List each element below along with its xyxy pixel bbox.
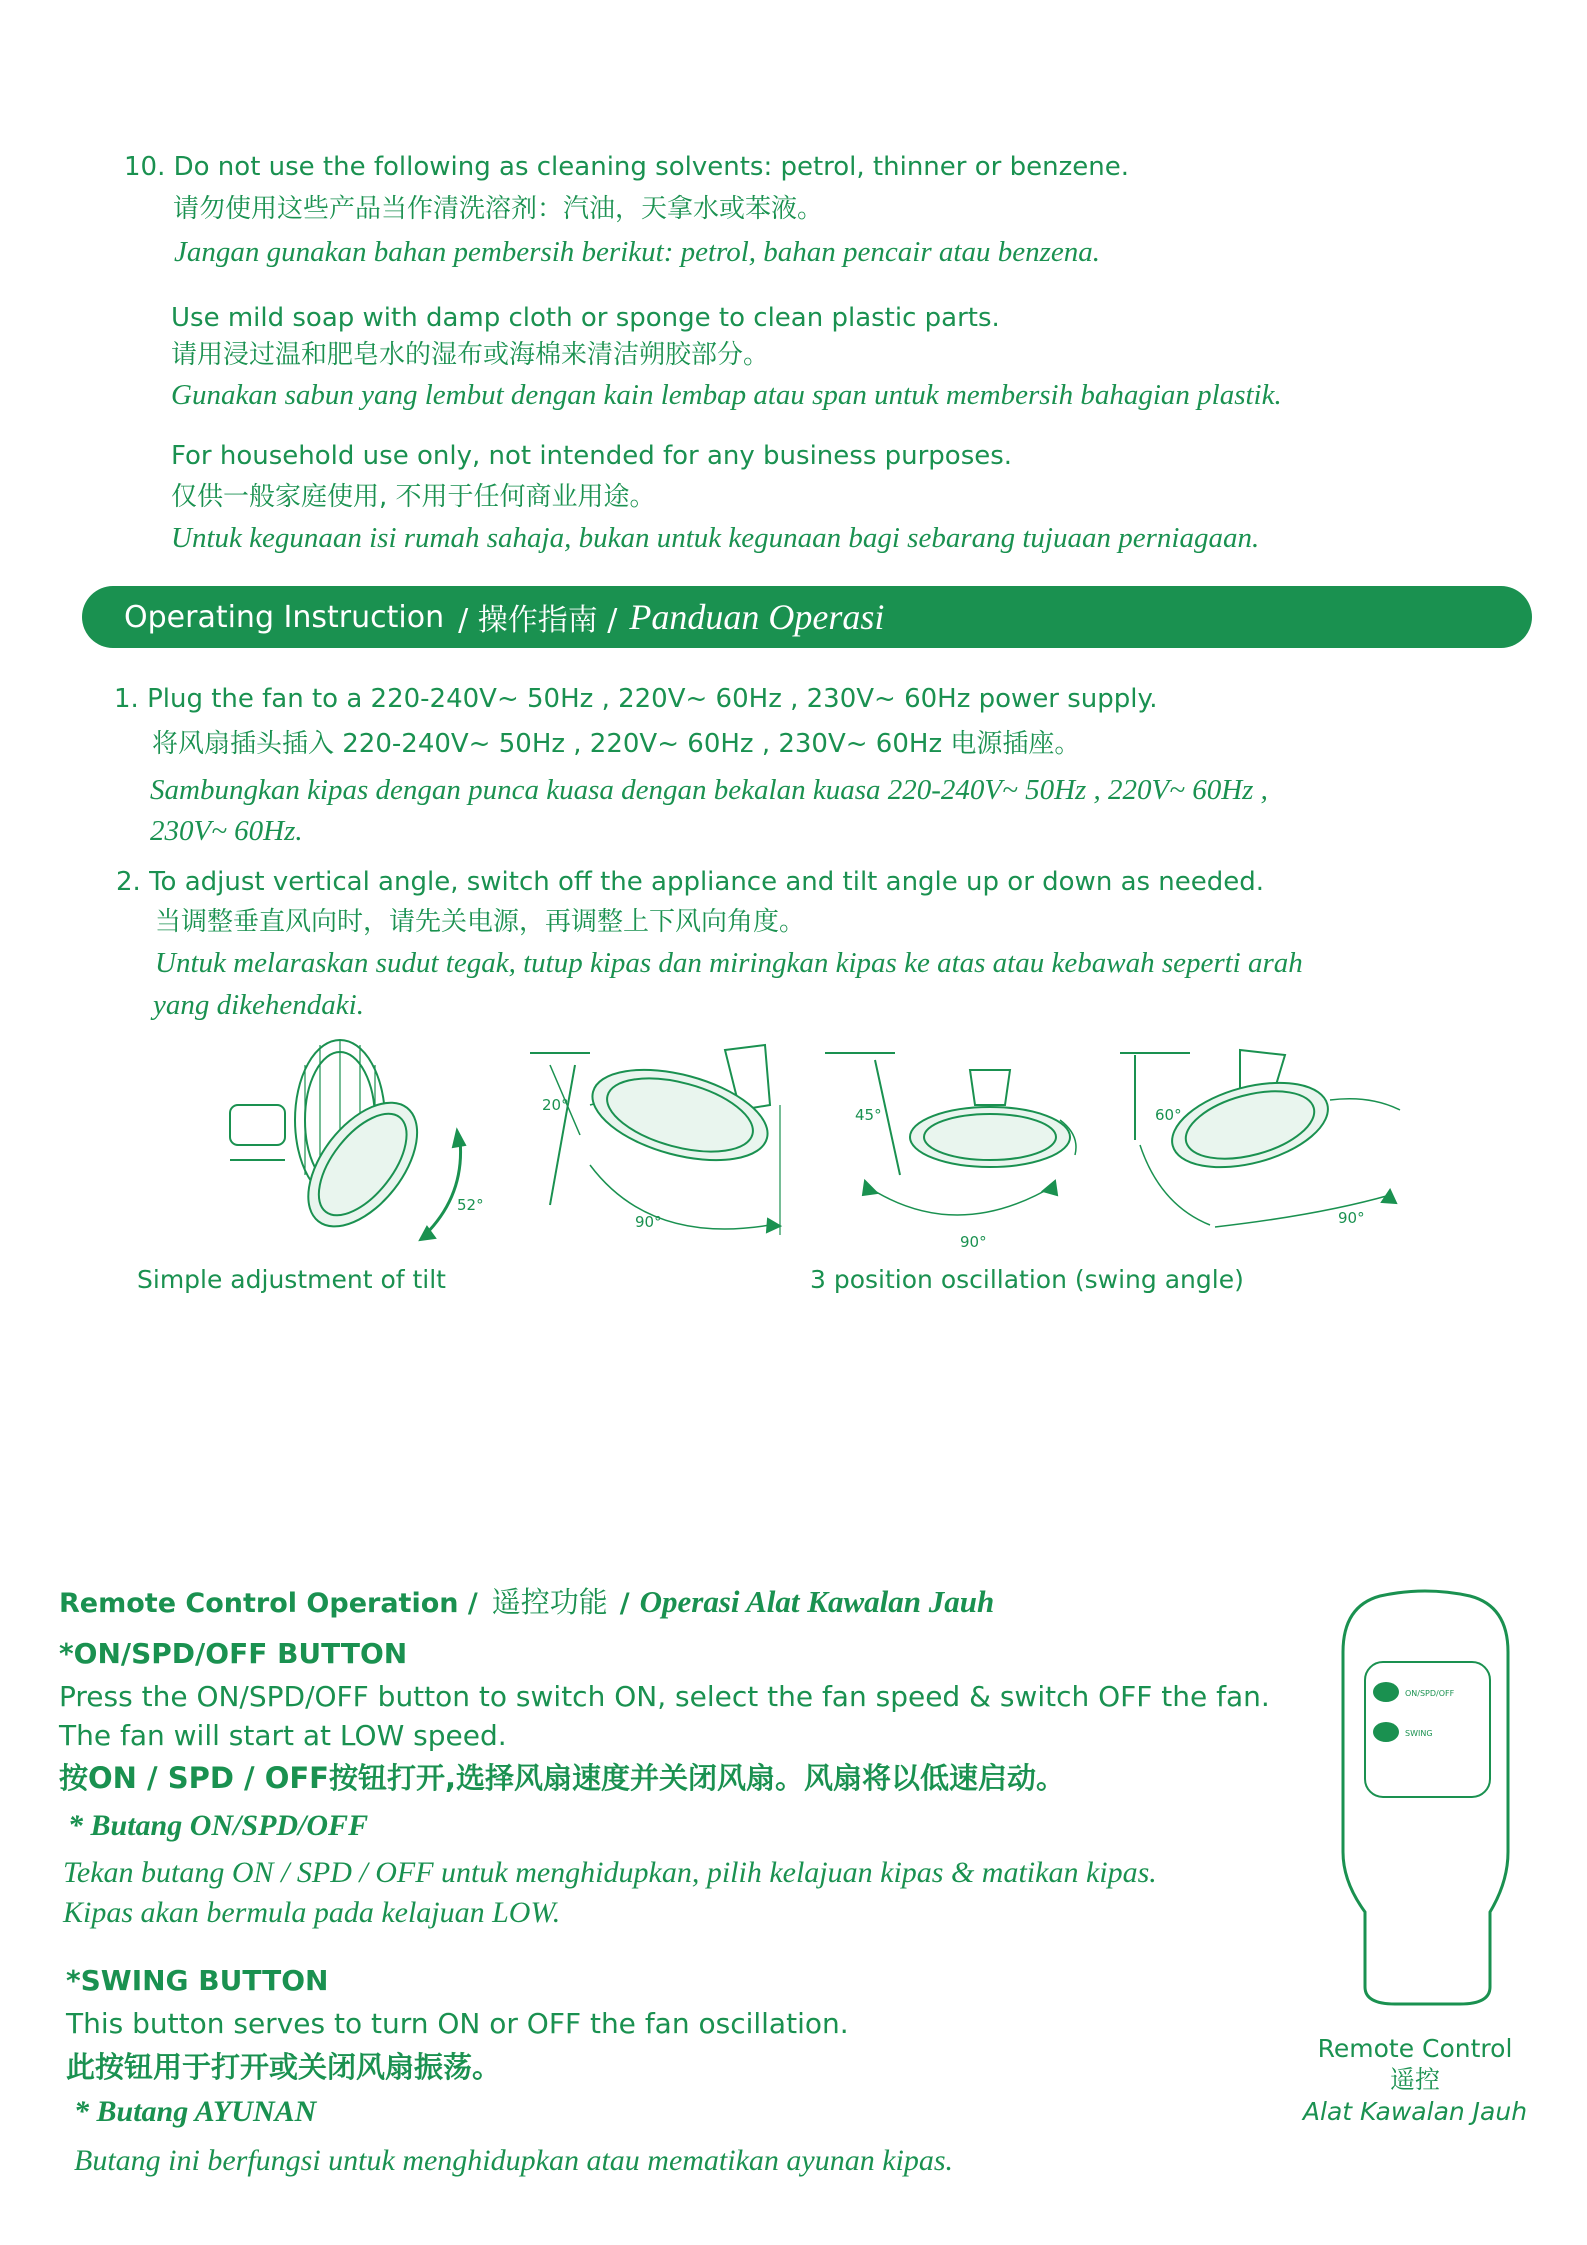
swing-angle-label-3: 90° [1338, 1209, 1365, 1227]
remote-control-illustration [1340, 1592, 1515, 2007]
oscillation-illustration-45 [825, 1045, 1085, 1260]
onspd-en-line2: The fan will start at LOW speed. [59, 1719, 507, 1752]
swing-title: *SWING BUTTON [66, 1964, 329, 1997]
onspd-ms-line2: Kipas akan bermula pada kelajuan LOW. [63, 1896, 561, 1929]
remote-heading-en: Remote Control Operation / [59, 1588, 478, 1619]
step1-ms-line1: Sambungkan kipas dengan punca kuasa dengan bekalan kuasa 220-240V~ 50Hz , 220V~ 60Hz , [150, 774, 1268, 806]
remote-heading-zh: 遥控功能 [491, 1585, 608, 1619]
swing-zh: 此按钮用于打开或关闭风扇振荡。 [66, 2050, 502, 2084]
banner-title-ms: Panduan Operasi [629, 597, 885, 637]
onspd-en-line1: Press the ON/SPD/OFF button to switch ON, select the fan speed & switch OFF the fan. [59, 1680, 1270, 1713]
onspd-zh: 按ON / SPD / OFF按钮打开,选择风扇速度并关闭风扇。风扇将以低速启动。 [59, 1761, 1065, 1795]
soap-en: Use mild soap with damp cloth or sponge to clean plastic parts. [171, 303, 1000, 333]
oscillation-illustration-20 [530, 1045, 800, 1240]
item10-ms: Jangan gunakan bahan pembersih berikut: petrol, bahan pencair atau benzena. [174, 236, 1100, 268]
remote-caption-ms: Alat Kawalan Jauh [1302, 2096, 1528, 2126]
swing-angle-label-2: 90° [960, 1233, 987, 1251]
oscillation-illustration-60 [1120, 1045, 1420, 1240]
step2-zh: 当调整垂直风向时，请先关电源，再调整上下风向角度。 [155, 907, 806, 937]
soap-ms: Gunakan sabun yang lembut dengan kain lembap atau span untuk membersih bahagian plastik. [171, 379, 1282, 411]
tilt-angle-label: 52° [457, 1196, 484, 1214]
oscillation-caption: 3 position oscillation (swing angle) [810, 1265, 1244, 1294]
onspd-ms-line1: Tekan butang ON / SPD / OFF untuk menghidupkan, pilih kelajuan kipas & matikan kipas. [63, 1856, 1157, 1889]
swing-angle-label-1: 90° [635, 1213, 662, 1231]
step1-zh: 将风扇插头插入 220-240V~ 50Hz , 220V~ 60Hz , 230V~ 60Hz 电源插座。 [152, 729, 1081, 759]
step1-en: 1. Plug the fan to a 220-240V~ 50Hz , 220V~ 60Hz , 230V~ 60Hz power supply. [114, 684, 1158, 714]
remote-heading-ms: Operasi Alat Kawalan Jauh [639, 1584, 995, 1619]
remote-onspd-label: ON/SPD/OFF [1405, 1689, 1455, 1698]
item10-en: 10. Do not use the following as cleaning solvents: petrol, thinner or benzene. [124, 152, 1129, 182]
onspd-ms-title: * Butang ON/SPD/OFF [68, 1809, 369, 1842]
osc-angle-45: 45° [855, 1106, 882, 1124]
remote-swing-button[interactable] [1373, 1722, 1399, 1742]
osc-angle-20: 20° [542, 1096, 569, 1114]
osc-angle-60: 60° [1155, 1106, 1182, 1124]
step2-ms-line2: yang dikehendaki. [153, 989, 364, 1021]
banner-title-en: Operating Instruction [124, 599, 445, 635]
remote-caption-zh: 遥控 [1389, 2065, 1440, 2095]
swing-ms: Butang ini berfungsi untuk menghidupkan atau mematikan ayunan kipas. [74, 2144, 954, 2177]
household-zh: 仅供一般家庭使用, 不用于任何商业用途。 [171, 482, 656, 512]
remote-swing-label: SWING [1405, 1729, 1433, 1738]
step1-ms-line2: 230V~ 60Hz. [150, 815, 303, 847]
household-en: For household use only, not intended for any business purposes. [171, 441, 1013, 471]
remote-caption-en: Remote Control [1317, 2034, 1513, 2063]
step2-ms-line1: Untuk melaraskan sudut tegak, tutup kipas dan miringkan kipas ke atas atau kebawah seperti arah [155, 947, 1303, 979]
item10-zh: 请勿使用这些产品当作清洗溶剂：汽油，天拿水或苯液。 [173, 194, 824, 224]
tilt-illustration [225, 1035, 505, 1260]
tilt-caption: Simple adjustment of tilt [137, 1265, 446, 1294]
remote-heading-sep: / [619, 1588, 630, 1619]
operating-instruction-banner [82, 586, 1532, 648]
swing-en: This button serves to turn ON or OFF the fan oscillation. [66, 2007, 849, 2040]
household-ms: Untuk kegunaan isi rumah sahaja, bukan untuk kegunaan bagi sebarang tujuaan perniagaan. [171, 522, 1260, 554]
remote-heading [59, 1580, 994, 1621]
onspd-title: *ON/SPD/OFF BUTTON [59, 1637, 408, 1670]
swing-ms-title: * Butang AYUNAN [74, 2095, 317, 2128]
banner-title-zh: / 操作指南 / [458, 603, 618, 638]
remote-onspd-button[interactable] [1373, 1682, 1399, 1702]
soap-zh: 请用浸过温和肥皂水的湿布或海棉来清洁朔胶部分。 [171, 340, 770, 370]
step2-en: 2. To adjust vertical angle, switch off the appliance and tilt angle up or down as needed. [116, 867, 1265, 897]
remote-caption [1290, 2033, 1540, 2127]
